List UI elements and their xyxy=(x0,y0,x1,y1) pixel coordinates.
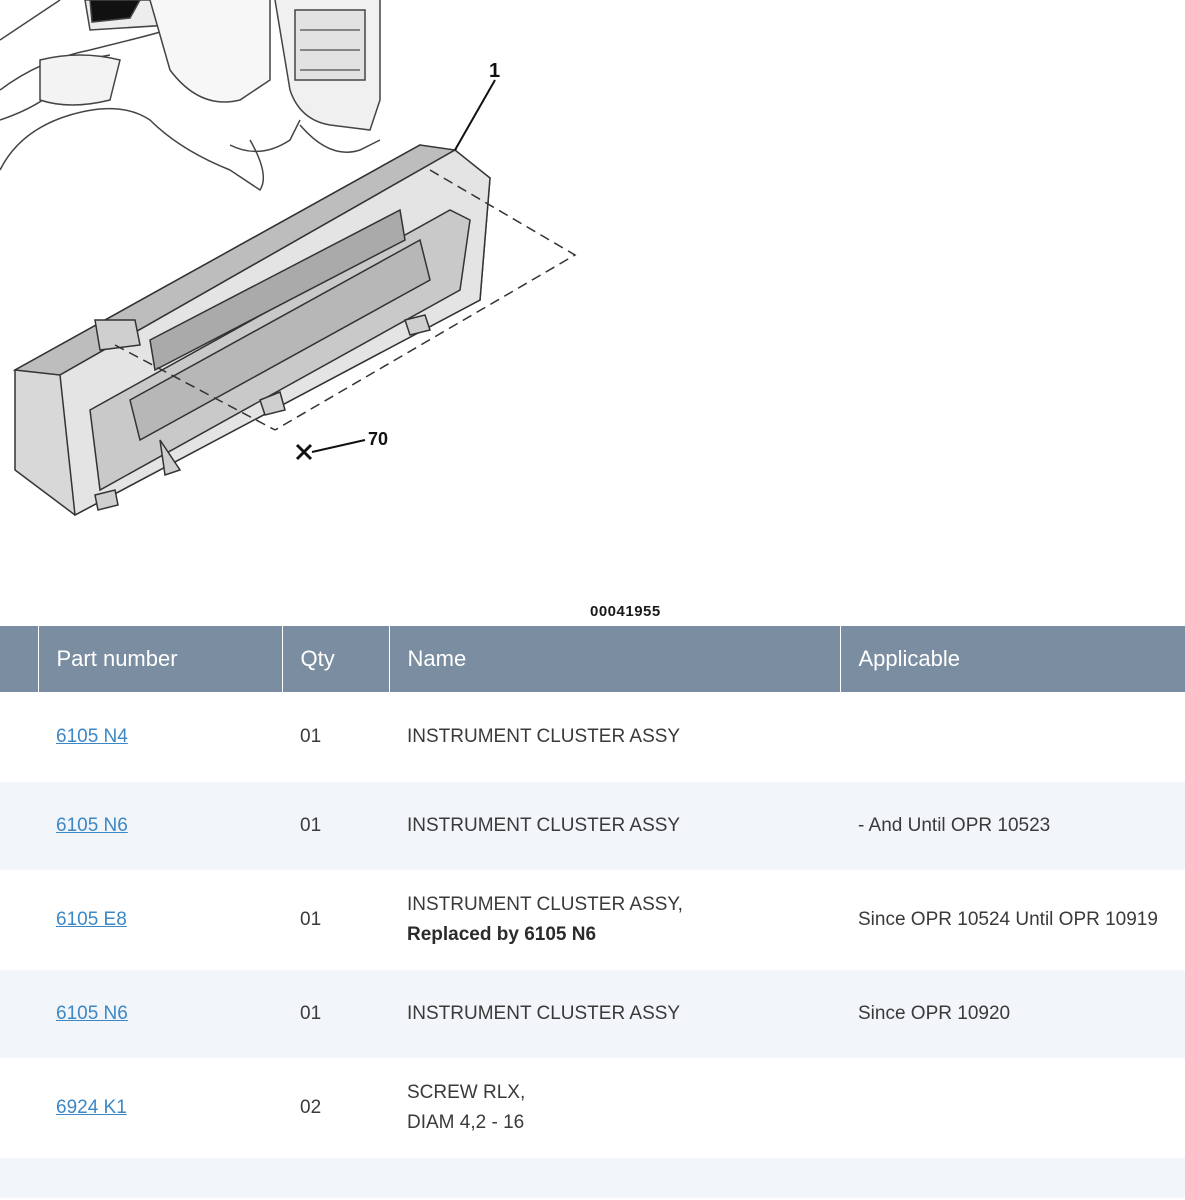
qty-cell: 01 xyxy=(282,692,389,782)
applicable-cell xyxy=(840,692,1185,782)
table-row xyxy=(0,1058,1185,1158)
part-number-link[interactable]: 6105 E8 xyxy=(56,909,127,930)
table-header-row xyxy=(0,626,1185,692)
part-number-link[interactable]: 6105 N6 xyxy=(56,1003,128,1024)
part-number-link[interactable]: 6924 K1 xyxy=(56,1097,127,1118)
callout-70-label: 70 xyxy=(368,429,389,449)
diagram-code: 00041955 xyxy=(590,603,661,620)
header-qty[interactable]: Qty xyxy=(282,626,389,692)
callout-1-label: 1 xyxy=(489,60,501,82)
table-row xyxy=(0,782,1185,870)
table-row xyxy=(0,692,1185,782)
header-select-column xyxy=(0,626,38,692)
table-row xyxy=(0,1158,1185,1198)
table-row xyxy=(0,870,1185,970)
name-cell: SCREW RLX, DIAM 4,2 - 16 xyxy=(389,1058,840,1158)
part-number-link[interactable]: 6105 N4 xyxy=(56,726,128,747)
qty-cell: 01 xyxy=(282,870,389,970)
name-cell: INSTRUMENT CLUSTER ASSY xyxy=(389,782,840,870)
name-cell: INSTRUMENT CLUSTER ASSY xyxy=(389,970,840,1058)
name-cell: INSTRUMENT CLUSTER ASSY xyxy=(389,692,840,782)
header-name[interactable]: Name xyxy=(389,626,840,692)
part-number-link[interactable]: 6105 N6 xyxy=(56,815,128,836)
qty-cell: 01 xyxy=(282,970,389,1058)
header-applicable[interactable]: Applicable xyxy=(840,626,1185,692)
instrument-cluster-drawing xyxy=(15,145,490,515)
qty-cell: 02 xyxy=(282,1058,389,1158)
dashboard-drawing xyxy=(0,0,380,190)
applicable-cell: - And Until OPR 10523 xyxy=(840,782,1185,870)
qty-cell: 01 xyxy=(282,782,389,870)
applicable-cell xyxy=(840,1058,1185,1158)
parts-table xyxy=(0,626,1185,1198)
applicable-cell: Since OPR 10524 Until OPR 10919 xyxy=(840,870,1185,970)
header-part-number[interactable]: Part number xyxy=(38,626,282,692)
screw-marker-icon xyxy=(297,445,311,459)
replacement-note: Replaced by 6105 N6 xyxy=(407,924,597,945)
applicable-cell: Since OPR 10920 xyxy=(840,970,1185,1058)
name-cell: INSTRUMENT CLUSTER ASSY, Replaced by 6105 N6 xyxy=(389,870,840,970)
table-row xyxy=(0,970,1185,1058)
